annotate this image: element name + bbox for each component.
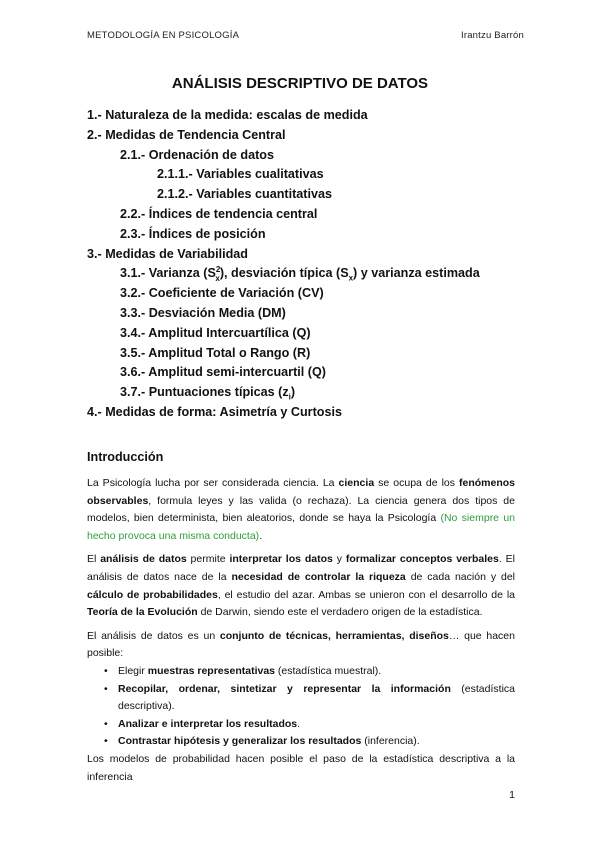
p2-bold-2: interpretar los datos (229, 553, 333, 566)
p2-bold-1: análisis de datos (100, 553, 187, 566)
z-subscript: i (288, 392, 291, 402)
sd-letter: S (340, 266, 349, 281)
toc-item-3-2: 3.2.- Coeficiente de Variación (CV) (120, 286, 324, 301)
variance-letter: S (207, 266, 216, 281)
z-letter: z (282, 385, 289, 400)
p1-text-3: , formula leyes y las valida (o rechaza). La ciencia genera dos tipos de modelos, bien determinista, bien aleatorios, donde se haya la Psicología (87, 494, 515, 525)
header-author: Irantzu Barrón (461, 30, 524, 41)
p2-text-5: de cada nación y del (405, 570, 515, 583)
variance-subscript: x (215, 273, 220, 283)
p1-bold-1: ciencia (338, 477, 375, 489)
paragraph-1 (87, 475, 515, 545)
bullet-icon: • (104, 682, 108, 695)
toc-item-2-1: 2.1.- Ordenación de datos (120, 147, 274, 162)
intro-body (87, 475, 515, 786)
p2-text-3: y (332, 553, 346, 566)
toc-item-2: 2.- Medidas de Tendencia Central (87, 127, 286, 142)
bullet-1-bold: muestras representativas (147, 664, 276, 677)
bullet-2-text: (estadística descriptiva). (118, 682, 515, 713)
paragraph-3 (87, 628, 515, 663)
bullet-icon: • (104, 664, 108, 677)
toc-item-2-3: 2.3.- Índices de posición (120, 226, 266, 241)
bullet-1-text-a: Elegir (118, 664, 148, 677)
toc-3-7-text-a: 3.7.- Puntuaciones típicas ( (120, 385, 283, 400)
page-header (87, 30, 524, 41)
toc-item-4: 4.- Medidas de forma: Asimetría y Curtosis (87, 404, 342, 419)
bullet-1-text-c: (estadística muestral). (275, 664, 382, 677)
toc-3-1-text-a: 3.1.- Varianza ( (120, 266, 208, 281)
list-item (87, 681, 515, 716)
paragraph-2 (87, 551, 515, 621)
paragraph-4: Los modelos de probabilidad hacen posible el paso de la estadística descriptiva a la inferencia (87, 752, 515, 783)
bullet-list (87, 663, 515, 751)
p2-bold-3: formalizar conceptos verbales (345, 553, 499, 566)
document-title: ANÁLISIS DESCRIPTIVO DE DATOS (171, 75, 429, 92)
p3-text-2: … que hacen posible: (87, 629, 515, 660)
bullet-3-text: . (297, 717, 301, 730)
variance-symbol (207, 265, 221, 283)
bullet-3-bold: Analizar e interpretar los resultados (118, 717, 298, 730)
toc-item-3-5: 3.5.- Amplitud Total o Rango (R) (120, 345, 311, 360)
p1-text-2: se ocupa de los (374, 477, 459, 489)
sd-subscript: x (348, 273, 354, 283)
p2-text-1: El (87, 553, 101, 566)
bullet-2-bold: Recopilar, ordenar, sintetizar y representar la información (118, 682, 451, 695)
header-course: METODOLOGÍA EN PSICOLOGÍA (87, 30, 240, 41)
p2-bold-4: necesidad de controlar la riqueza (231, 570, 406, 583)
bullet-4-bold: Contrastar hipótesis y generalizar los resultados (118, 735, 362, 748)
toc-item-3-6: 3.6.- Amplitud semi-intercuartil (Q) (120, 365, 326, 380)
p2-text-4: . El análisis de datos nace de la (87, 553, 515, 583)
toc-item-2-1-1: 2.1.1.- Variables cualitativas (157, 167, 324, 182)
list-item (87, 663, 515, 681)
p1-text-1: La Psicología lucha por ser considerada ciencia. La (87, 477, 339, 489)
toc-3-1-text-b: ), desviación típica ( (219, 266, 341, 281)
toc-3-1-text-c: ) y varianza estimada (353, 266, 480, 281)
bullet-4-text: (inferencia). (361, 735, 420, 748)
p1-green-note: (No siempre un hecho provoca una misma conducta) (87, 512, 515, 542)
p1-bold-2: fenómenos observables (87, 477, 516, 507)
p1-text-4: . (259, 529, 263, 542)
p2-bold-6: Teoría de la Evolución (87, 606, 198, 619)
p3-text-1: El análisis de datos es un (87, 629, 220, 642)
p3-bold-1: conjunto de técnicas, herramientas, diseños (219, 629, 449, 642)
intro-heading: Introducción (87, 450, 164, 464)
p2-text-2: permite (186, 553, 230, 566)
p2-bold-5: cálculo de probabilidades (87, 588, 218, 601)
toc-item-3-3: 3.3.- Desviación Media (DM) (120, 305, 286, 320)
table-of-contents (87, 106, 530, 423)
variance-exponent: 2 (215, 265, 221, 275)
toc-item-2-1-2: 2.1.2.- Variables cuantitativas (157, 187, 333, 202)
list-item (87, 716, 515, 734)
list-item (87, 733, 515, 751)
toc-item-3-1 (87, 264, 530, 284)
bullet-icon: • (104, 735, 108, 748)
bullet-icon: • (104, 717, 108, 730)
toc-3-7-text-b: ) (290, 385, 296, 400)
toc-item-3-7 (87, 383, 530, 403)
p2-text-6: , el estudio del azar. Ambas se unieron con el desarrollo de la (217, 588, 515, 601)
toc-item-3-4: 3.4.- Amplitud Intercuartílica (Q) (120, 325, 311, 340)
p2-text-7: de Darwin, siendo este el verdadero origen de la estadística. (197, 606, 483, 619)
page-number: 1 (509, 789, 515, 801)
toc-item-3: 3.- Medidas de Variabilidad (87, 246, 248, 261)
toc-item-1: 1.- Naturaleza de la medida: escalas de medida (87, 108, 368, 122)
toc-item-2-2: 2.2.- Índices de tendencia central (120, 206, 318, 221)
